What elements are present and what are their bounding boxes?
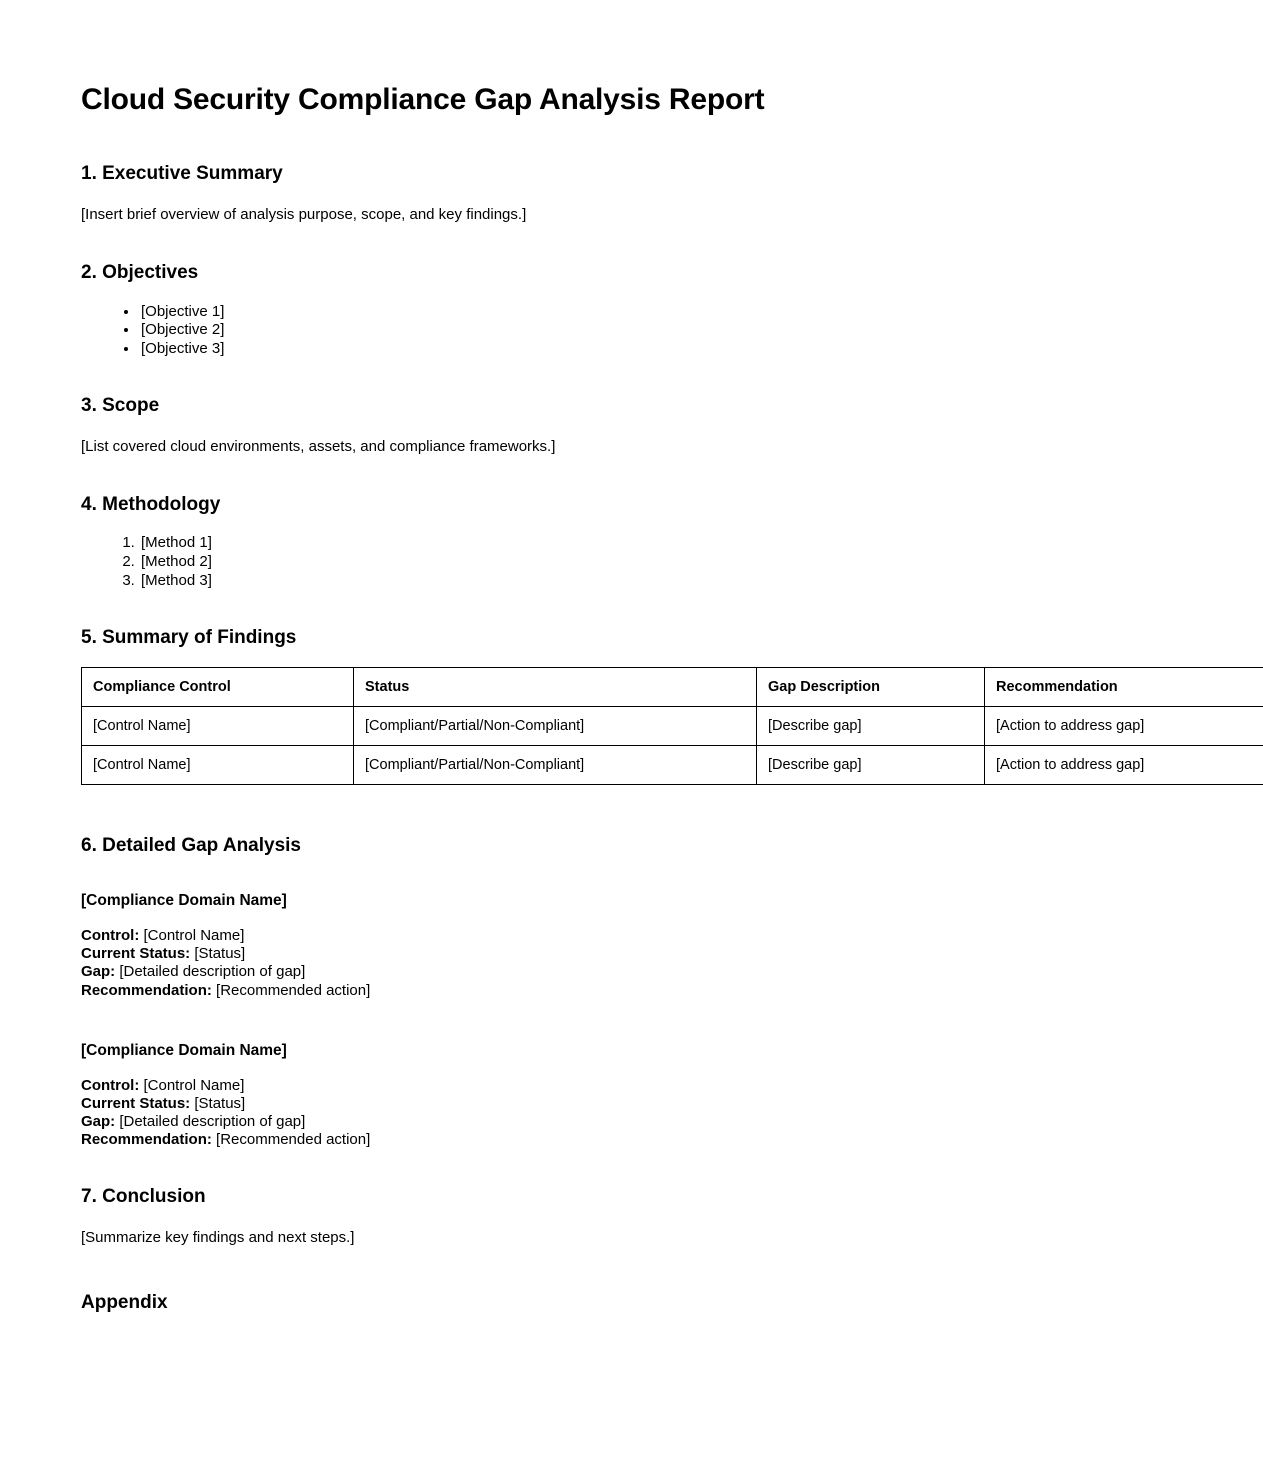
detail-label-gap: Gap: bbox=[81, 1113, 116, 1131]
cell-status: [Compliant/Partial/Non-Compliant] bbox=[354, 746, 757, 785]
list-item: 2. [Method 2] bbox=[139, 553, 1180, 572]
detail-label-control: Control: bbox=[81, 1076, 140, 1094]
cell-gap-description: [Describe gap] bbox=[757, 746, 985, 785]
detail-label-recommendation: Recommendation: bbox=[81, 981, 212, 999]
detail-label-gap: Gap: bbox=[81, 963, 116, 981]
detail-label-recommendation: Recommendation: bbox=[81, 1131, 212, 1149]
table-row bbox=[82, 707, 1263, 746]
section-appendix bbox=[81, 1292, 1180, 1314]
list-item: 3. [Method 3] bbox=[139, 572, 1180, 591]
list-item: • [Objective 1] bbox=[139, 303, 1180, 322]
detail-line-recommendation bbox=[81, 982, 1180, 1000]
detail-line-recommendation bbox=[81, 1131, 1180, 1149]
detail-line-control bbox=[81, 927, 1180, 945]
column-header-gap-description: Gap Description bbox=[757, 668, 985, 707]
detail-line-gap bbox=[81, 1113, 1180, 1131]
section-summary-of-findings bbox=[81, 627, 1180, 786]
cell-recommendation: [Action to address gap] bbox=[985, 707, 1263, 746]
methodology-list bbox=[81, 534, 1180, 590]
section-heading-scope: 3. Scope bbox=[81, 394, 160, 416]
list-item: • [Objective 2] bbox=[139, 321, 1180, 340]
column-header-status: Status bbox=[354, 668, 757, 707]
section-heading-executive-summary: 1. Executive Summary bbox=[81, 163, 283, 185]
section-methodology bbox=[81, 494, 1180, 591]
list-item: 1. [Method 1] bbox=[139, 534, 1180, 553]
detail-value-gap: [Detailed description of gap] bbox=[119, 963, 306, 981]
table-row bbox=[82, 746, 1263, 785]
detail-line-gap bbox=[81, 963, 1180, 981]
gap-analysis-block bbox=[81, 892, 1180, 1000]
section-objectives bbox=[81, 262, 1180, 359]
detail-value-recommendation: [Recommended action] bbox=[216, 1131, 371, 1149]
detail-line-current-status bbox=[81, 1095, 1180, 1113]
conclusion-body: [Summarize key findings and next steps.] bbox=[81, 1228, 355, 1246]
cell-status: [Compliant/Partial/Non-Compliant] bbox=[354, 707, 757, 746]
section-conclusion bbox=[81, 1186, 1180, 1249]
gap-detail-lines bbox=[81, 927, 1180, 1000]
section-executive-summary bbox=[81, 163, 1180, 226]
objectives-list bbox=[81, 303, 1180, 359]
detail-label-control: Control: bbox=[81, 926, 140, 944]
scope-body: [List covered cloud environments, assets, and compliance frameworks.] bbox=[81, 437, 556, 455]
detail-label-current-status: Current Status: bbox=[81, 945, 191, 963]
findings-table bbox=[81, 667, 1263, 785]
cell-gap-description: [Describe gap] bbox=[757, 707, 985, 746]
detail-value-current-status: [Status] bbox=[194, 1094, 246, 1112]
gap-analysis-block bbox=[81, 1042, 1180, 1150]
section-detailed-gap-analysis bbox=[81, 835, 1180, 1149]
section-heading-objectives: 2. Objectives bbox=[81, 261, 199, 283]
cell-recommendation: [Action to address gap] bbox=[985, 746, 1263, 785]
section-heading-summary-of-findings: 5. Summary of Findings bbox=[81, 626, 297, 648]
detail-value-gap: [Detailed description of gap] bbox=[119, 1113, 306, 1131]
section-heading-appendix: Appendix bbox=[81, 1292, 168, 1314]
detail-line-control bbox=[81, 1077, 1180, 1095]
detail-value-control: [Control Name] bbox=[143, 926, 245, 944]
detail-value-current-status: [Status] bbox=[194, 945, 246, 963]
cell-compliance-control: [Control Name] bbox=[82, 746, 354, 785]
column-header-recommendation: Recommendation bbox=[985, 668, 1263, 707]
list-item: • [Objective 3] bbox=[139, 340, 1180, 359]
table-header-row bbox=[82, 668, 1263, 707]
detail-value-control: [Control Name] bbox=[143, 1076, 245, 1094]
section-scope bbox=[81, 395, 1180, 458]
section-heading-methodology: 4. Methodology bbox=[81, 493, 221, 515]
column-header-compliance-control: Compliance Control bbox=[82, 668, 354, 707]
detail-label-current-status: Current Status: bbox=[81, 1094, 191, 1112]
gap-detail-lines bbox=[81, 1077, 1180, 1150]
page-title: Cloud Security Compliance Gap Analysis Report bbox=[81, 83, 765, 116]
detail-value-recommendation: [Recommended action] bbox=[216, 981, 371, 999]
section-heading-detailed-gap-analysis: 6. Detailed Gap Analysis bbox=[81, 835, 301, 857]
compliance-domain-name: [Compliance Domain Name] bbox=[81, 1041, 287, 1059]
detail-line-current-status bbox=[81, 945, 1180, 963]
executive-summary-body: [Insert brief overview of analysis purpose, scope, and key findings.] bbox=[81, 206, 527, 224]
compliance-domain-name: [Compliance Domain Name] bbox=[81, 892, 287, 910]
cell-compliance-control: [Control Name] bbox=[82, 707, 354, 746]
section-heading-conclusion: 7. Conclusion bbox=[81, 1185, 206, 1207]
